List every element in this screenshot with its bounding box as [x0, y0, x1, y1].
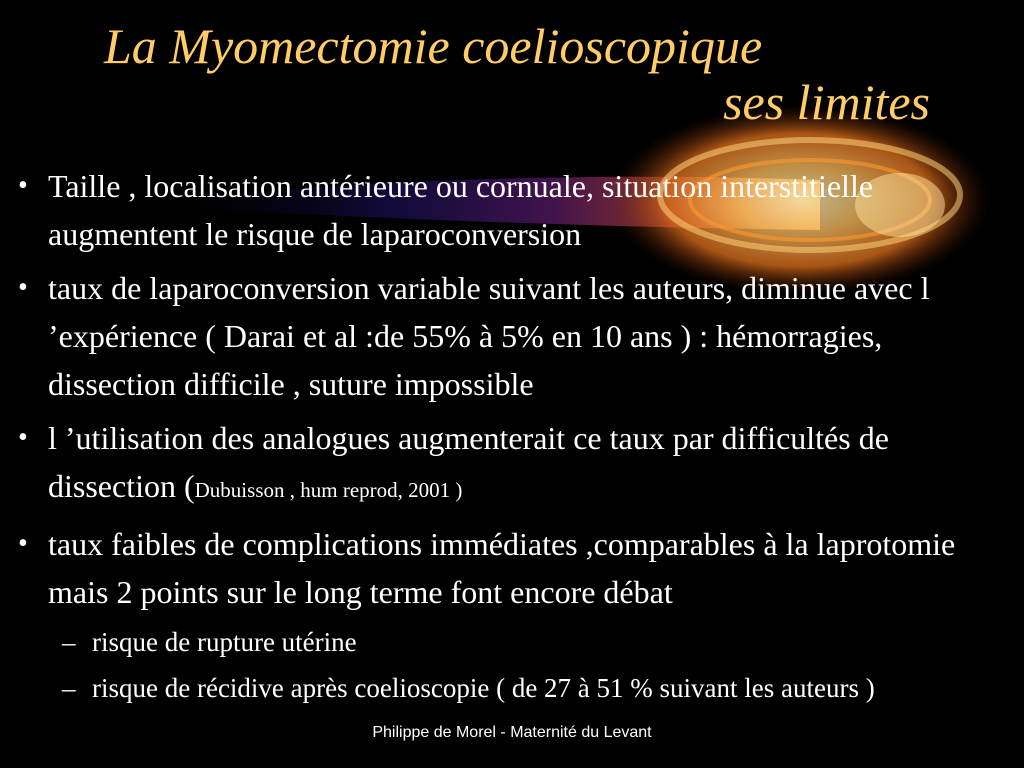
slide-footer: Philippe de Morel - Maternité du Levant	[372, 724, 652, 741]
bullet-mark: •	[18, 170, 28, 201]
sub-bullet-text: risque de récidive après coelioscopie ( de 27 à 51 % suivant les auteurs )	[92, 673, 875, 703]
sub-bullet-mark: –	[62, 627, 76, 657]
bullet-mark: •	[18, 422, 28, 453]
bullet-item	[18, 162, 1018, 258]
title-line-2: ses limites	[723, 74, 930, 130]
bullet-item	[18, 520, 1018, 616]
bullet-mark: •	[18, 272, 28, 303]
citation-reference: Dubuisson , hum reprod, 2001 )	[194, 478, 463, 502]
sub-bullet-item	[62, 622, 1018, 662]
bullet-text	[48, 414, 1018, 514]
slide-title	[100, 18, 930, 130]
bullet-text-main: l ’utilisation des analogues augmenterait ce taux par difficultés de dissection (	[48, 420, 889, 504]
bullet-item	[18, 414, 1018, 514]
sub-bullet-text: risque de rupture utérine	[92, 627, 357, 657]
bullet-text: taux de laparoconversion variable suivant les auteurs, diminue avec l ’expérience ( Darai et al :de 55% à 5% en 10 ans ) : hémorragies, dissection difficile , suture impossible	[48, 270, 930, 402]
bullet-list	[18, 162, 1018, 714]
bullet-text: taux faibles de complications immédiates ,comparables à la laprotomie mais 2 points sur le long terme font encore débat	[48, 526, 956, 610]
title-line-1: La Myomectomie coelioscopique	[104, 18, 763, 74]
bullet-text: Taille , localisation antérieure ou cornuale, situation interstitielle augmentent le risque de laparoconversion	[48, 168, 874, 252]
bullet-mark: •	[18, 528, 28, 559]
sub-bullet-mark: –	[62, 673, 76, 703]
sub-bullet-item	[62, 668, 1018, 708]
bullet-item	[18, 264, 1018, 408]
